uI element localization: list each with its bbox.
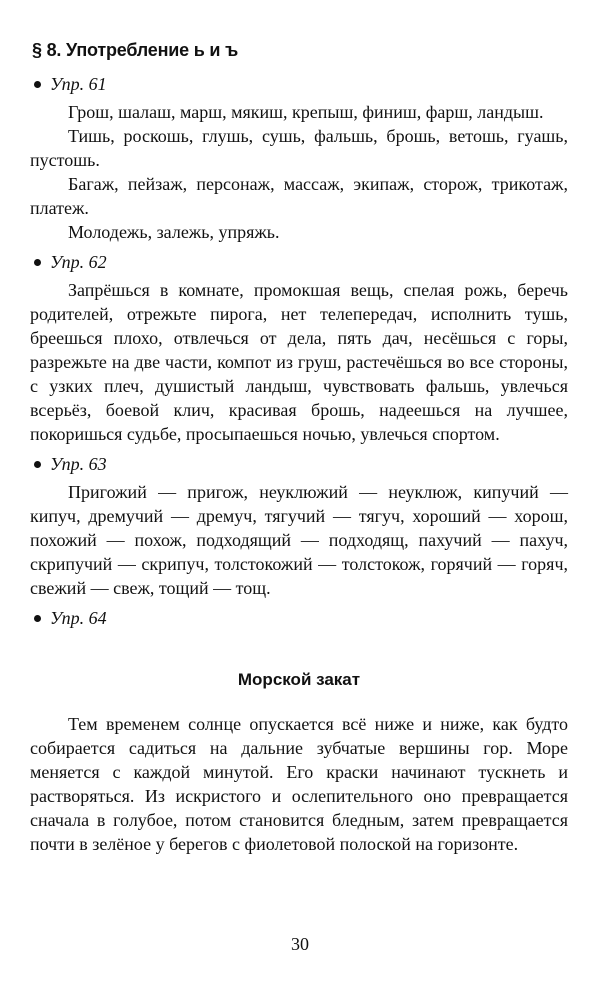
exercise-61-paragraph-2: Тишь, роскошь, глушь, сушь, фальшь, брошь, ветошь, гуашь, пустошь.	[30, 126, 568, 170]
bullet-icon	[34, 615, 41, 622]
exercise-label-text: Упр. 62	[50, 252, 107, 272]
section-title: § 8. Употребление ь и ъ	[32, 40, 239, 60]
exercise-label-63	[34, 452, 568, 476]
bullet-icon	[34, 81, 41, 88]
textbook-page	[30, 38, 568, 856]
exercise-label-text: Упр. 61	[50, 74, 107, 94]
bullet-icon	[34, 259, 41, 266]
bullet-icon	[34, 461, 41, 468]
exercise-61-paragraph-4: Молодежь, залежь, упряжь.	[68, 222, 280, 242]
exercise-label-text: Упр. 63	[50, 454, 107, 474]
exercise-61-paragraph-1: Грош, шалаш, марш, мякиш, крепыш, финиш, фарш, ландыш.	[68, 102, 544, 122]
exercise-61-paragraph-3: Багаж, пейзаж, персонаж, массаж, экипаж, сторож, трикотаж, платеж.	[30, 174, 568, 218]
exercise-label-62	[34, 250, 568, 274]
story-paragraph: Тем временем солнце опускается всё ниже и ниже, как будто собирается садиться на дальние зубчатые вершины гор. Море меняется с каждой минутой. Его краски начинают тускнеть и растворяться. Из искристого и ослепительного оно превращается сначала в голубое, потом становится бледным, затем превращается почти в зелёное у берегов с фиолетовой полоской на горизонте.	[30, 714, 568, 854]
exercise-label-61	[34, 72, 568, 96]
exercise-label-text: Упр. 64	[50, 608, 107, 628]
exercise-label-64	[34, 606, 568, 630]
story-title: Морской закат	[237, 670, 361, 689]
exercise-63-paragraph-1: Пригожий — пригож, неуклюжий — неуклюж, кипучий — кипуч, дремучий — дремуч, тягучий — тягуч, хороший — хорош, похожий — похож, подходящий — подходящ, пахучий — пахуч, скрипучий — скрипуч, толстокожий — толстокож, горячий — горяч, свежий — свеж, тощий — тощ.	[30, 482, 568, 598]
page-number: 30	[291, 934, 309, 954]
exercise-62-paragraph-1: Запрёшься в комнате, промокшая вещь, спелая рожь, беречь родителей, отрежьте пирога, нет телепередач, исполнить тушь, бреешься плохо, отвлечься от дела, пять дач, несёшься с горы, разрежьте на две части, компот из груш, растечёшься во все стороны, с узких плеч, душистый ландыш, чувствовать фальшь, увлечься всерьёз, боевой клич, красивая брошь, надеешься на лучшее, покоришься судьбе, просыпаешься ночью, увлечься спортом.	[30, 280, 568, 444]
